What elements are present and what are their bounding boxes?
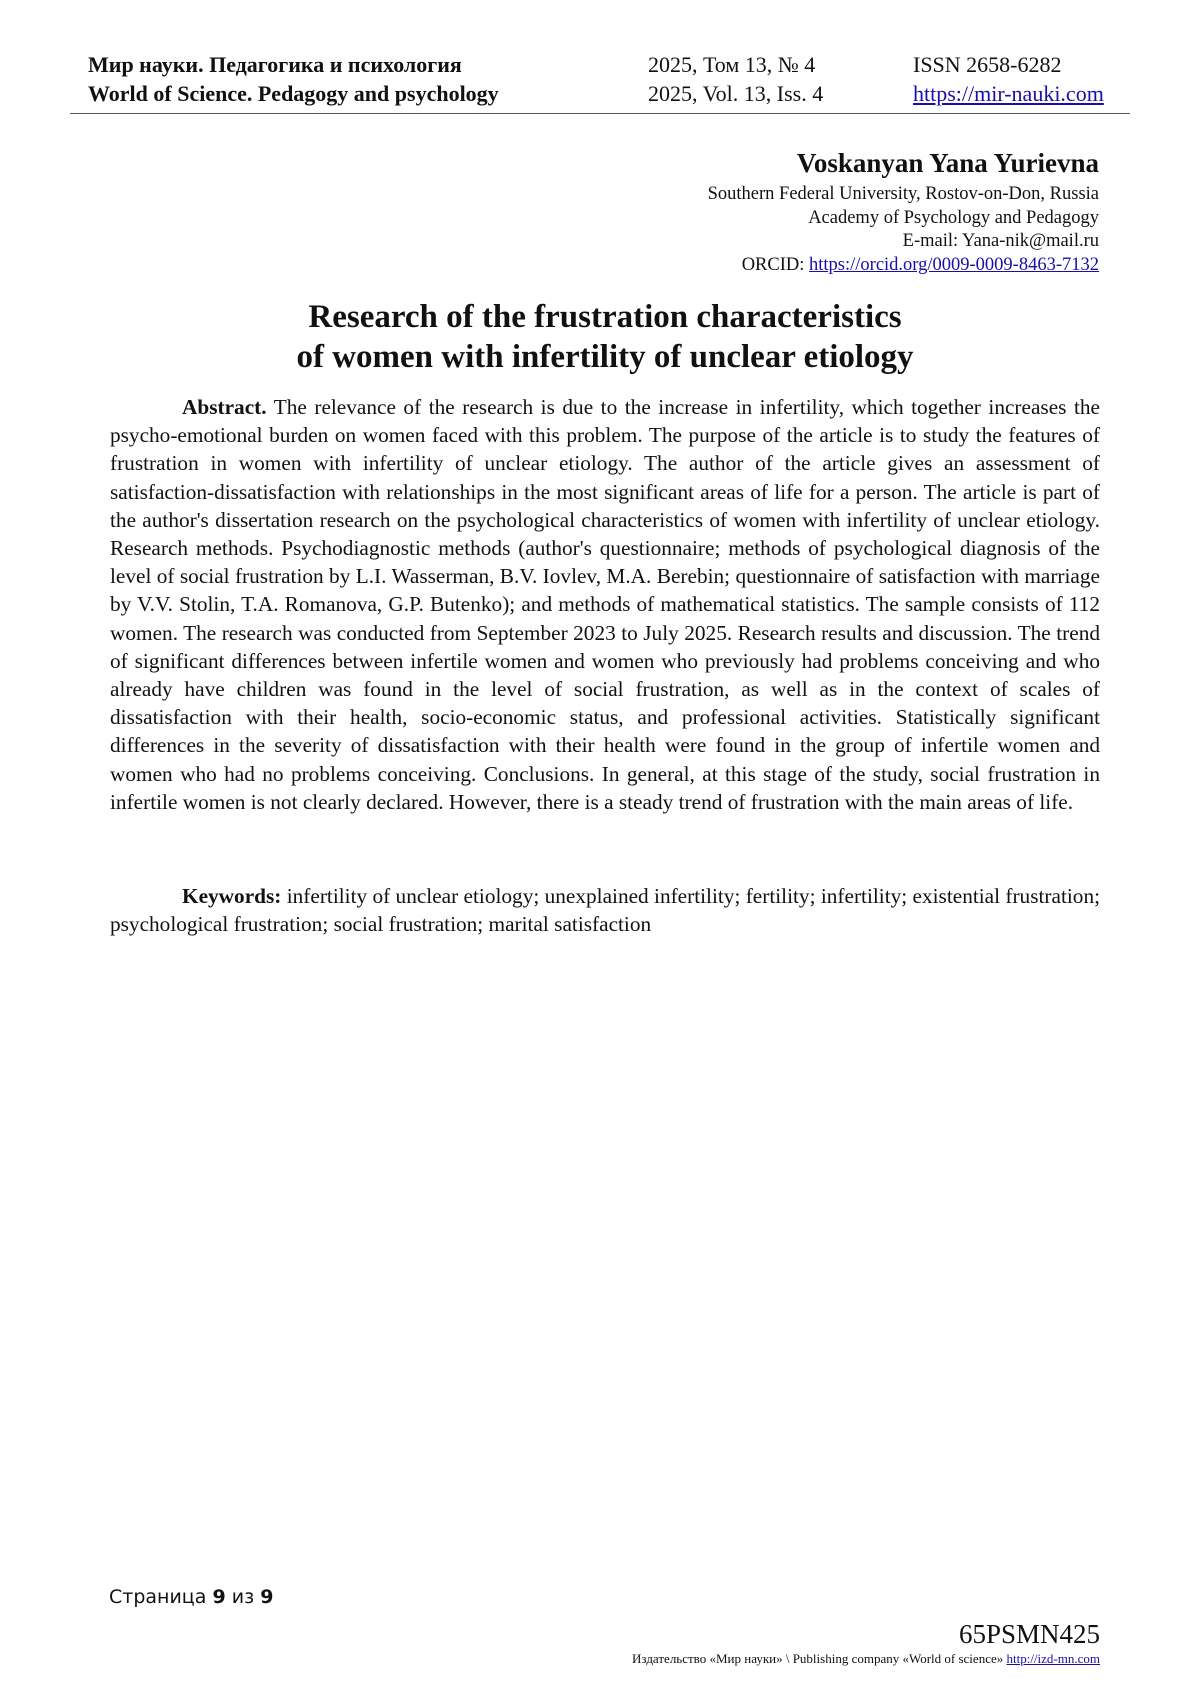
page-current: 9 — [212, 1586, 226, 1608]
issn: ISSN 2658-6282 — [913, 52, 1062, 77]
orcid-label: ORCID: — [741, 254, 810, 275]
keywords-label: Keywords: — [182, 884, 282, 908]
issue-info-en: 2025, Vol. 13, Iss. 4 — [648, 81, 824, 106]
orcid-link[interactable]: https://orcid.org/0009-0009-8463-7132 — [809, 254, 1099, 275]
journal-title-column — [88, 50, 499, 108]
issue-info-ru: 2025, Том 13, № 4 — [648, 52, 816, 77]
article-title-line-1: Research of the frustration characteristics — [308, 299, 902, 335]
author-name: Voskanyan Yana Yurievna — [796, 148, 1099, 178]
journal-header — [70, 50, 1130, 114]
abstract-label: Abstract. — [182, 395, 267, 419]
author-email: E-mail: Yana-nik@mail.ru — [902, 231, 1099, 251]
journal-title-en: World of Science. Pedagogy and psychology — [88, 81, 499, 106]
issue-column — [648, 50, 823, 108]
article-title-line-2: of women with infertility of unclear etiology — [296, 339, 914, 375]
page-total: 9 — [260, 1586, 274, 1608]
publisher-link[interactable]: http://izd-mn.com — [1006, 1651, 1100, 1666]
keywords — [110, 882, 1100, 938]
article-code: 65PSMN425 — [958, 1619, 1100, 1649]
issn-column — [913, 50, 1104, 108]
abstract — [110, 393, 1100, 816]
journal-website-link[interactable]: https://mir-nauki.com — [913, 81, 1104, 106]
journal-title-ru: Мир науки. Педагогика и психология — [88, 52, 462, 77]
page-word: Страница — [109, 1586, 207, 1608]
page-of: из — [231, 1586, 255, 1608]
author-block — [708, 146, 1099, 277]
author-university: Southern Federal University, Rostov-on-Don, Russia — [707, 184, 1099, 204]
article-title — [110, 297, 1100, 377]
page-counter — [109, 1585, 273, 1609]
publisher-line — [632, 1651, 1100, 1667]
abstract-text: The relevance of the research is due to the increase in infertility, which together increases the psycho-emotional burden on women faced with this problem. The purpose of the article is to study the features of frustration in women with infertility of unclear etiology. The author of the article gives an assessment of satisfaction-dissatisfaction with relationships in the most significant areas of life for a person. The article is part of the author's dissertation research on the psychological characteristics of women with infertility of unclear etiology. Research methods. Psychodiagnostic methods (author's questionnaire; methods of psychological diagnosis of the level of social frustration by L.I. Wasserman, B.V. Iovlev, M.A. Berebin; questionnaire of satisfaction with marriage by V.V. Stolin, T.A. Romanova, G.P. Butenko); and methods of mathematical statistics. The sample consists of 112 women. The research was conducted from September 2023 to July 2025. Research results and discussion. The trend of significant differences between infertile women and women who previously had problems conceiving and who already have children was found in the level of social frustration, as well as in the context of scales of dissatisfaction with their health, socio-economic status, and professional activities. Statistically significant differences in the severity of dissatisfaction with their health were found in the group of infertile women and women who had no problems conceiving. Conclusions. In general, at this stage of the study, social frustration in infertile women is not clearly declared. However, there is a steady trend of frustration with the main areas of life. — [110, 395, 1100, 814]
publisher-text: Издательство «Мир науки» \ Publishing company «World of science» — [632, 1651, 1007, 1666]
keywords-text: infertility of unclear etiology; unexplained infertility; fertility; infertility; existential frustration; psychological frustration; social frustration; marital satisfaction — [110, 884, 1101, 937]
author-academy: Academy of Psychology and Pedagogy — [808, 207, 1099, 228]
author-orcid — [708, 254, 1099, 278]
